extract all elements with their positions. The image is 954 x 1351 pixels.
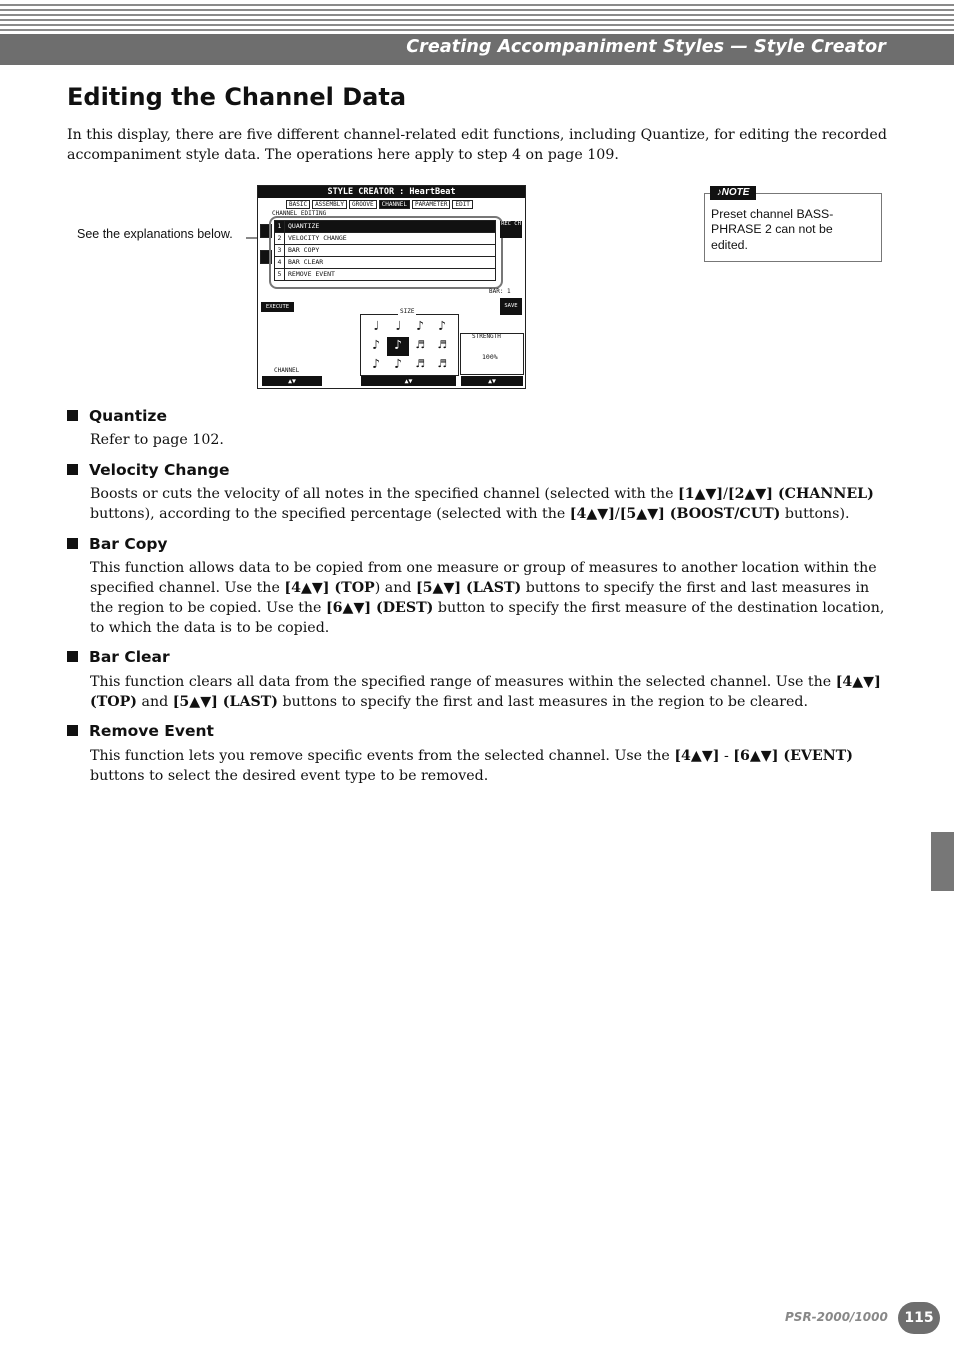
lcd-channel-label: CHANNEL [274,367,300,374]
body-text: / [723,486,728,502]
menu-label: BAR COPY [288,246,320,254]
button-ref: [6▲▼] (DEST) [325,600,434,616]
eighth-note-icon: ♪ [416,319,424,334]
heading-text: Velocity Change [89,461,230,479]
button-ref: [4▲▼] [674,748,720,764]
body-text: / [614,506,620,522]
intro-paragraph: In this display, there are five different channel-related edit functions, including Quantize, for editing the recorded accompaniment style data. The operations here apply to step 4 on page 109. [67,127,887,163]
menu-label: REMOVE EVENT [288,270,335,278]
thirty-second-note-icon: ♪ [372,357,380,372]
section-body-quantize: Refer to page 102. [90,432,224,448]
section-body-remove-event [90,746,885,786]
page-title: Editing the Channel Data [67,83,407,111]
lcd-strength-arrows: ▲▼ [461,376,523,386]
header-rule-lines [0,0,954,32]
sixteenth-combo-note-icon: ♬ [438,357,446,372]
section-heading-bar-clear [67,648,170,666]
section-body-velocity-change [90,484,885,524]
button-ref: [4▲▼] [569,506,615,522]
body-text: button to specify the first measure of the destination location, to which the data is to be copied. [90,600,885,636]
note-text: Preset channel BASS-PHRASE 2 can not be edited. [711,207,834,252]
body-text: This function lets you remove specific events from the selected channel. Use the [90,748,675,764]
chapter-thumb-tab [931,832,954,891]
lcd-bar-label: BAR: 1 [489,288,511,295]
footer-model: PSR-2000/1000 [785,1310,888,1324]
button-ref: [5▲▼] (LAST) [415,580,522,596]
lcd-save-button: SAVE [500,298,522,315]
sixteenth-note-icon: ♪ [387,337,409,356]
section-heading-quantize [67,407,167,425]
menu-highlight-outline [269,216,503,289]
section-body-bar-copy [90,558,885,638]
lcd-tab-channel: CHANNEL [379,200,410,209]
bullet-square-icon [67,725,78,736]
bullet-square-icon [67,538,78,549]
page-number: 115 [898,1302,940,1334]
heading-text: Bar Copy [89,535,168,553]
lcd-size-arrows: ▲▼ [361,376,456,386]
body-text: buttons), according to the specified percentage (selected with the [90,506,570,522]
header-title: Creating Accompaniment Styles — Style Creator [406,37,886,57]
lcd-strength-label: STRENGTH [472,333,501,340]
eighth-triplet-note-icon: ♪ [372,338,380,353]
eighth-triplet-sixteenth-note-icon: ♬ [416,357,424,372]
lcd-rec-ch-button: REC CH [500,221,522,238]
body-text: buttons to specify the first and last measures in the region to be cleared. [278,694,808,710]
lcd-size-grid [360,314,459,376]
lcd-tab-assembly: ASSEMBLY [312,200,347,209]
body-text: buttons to select the desired event type to be removed. [90,768,489,784]
lcd-tab-groove: GROOVE [349,200,377,209]
body-text: buttons). [780,506,850,522]
lcd-execute-button: EXECUTE [261,302,294,312]
body-text: This function allows data to be copied from one measure or group of measures to another location within the specified channel. Use the [90,560,877,596]
menu-num: 1 [275,221,285,232]
section-heading-remove-event [67,722,214,740]
sixteenth-swing-note-icon: ♬ [438,338,446,353]
menu-label: BAR CLEAR [288,258,324,266]
menu-label: QUANTIZE [288,222,320,230]
sixteenth-triplet-note-icon: ♬ [416,338,424,353]
bullet-square-icon [67,651,78,662]
lcd-tab-basic: BASIC [286,200,310,209]
lcd-tab-edit: EDIT [452,200,472,209]
button-ref: [5▲▼] (LAST) [172,694,278,710]
body-text: - [719,748,734,764]
quarter-note-icon: ♩ [372,319,380,334]
lcd-sub-label: CHANNEL EDITING [272,210,327,217]
body-text: This function clears all data from the specified range of measures within the selected channel. Use the [90,674,836,690]
heading-text: Bar Clear [89,648,170,666]
body-text: buttons to specify the first and last measures in the region to be copied. Use the [90,580,870,616]
section-body-bar-clear [90,672,885,712]
menu-num: 4 [275,257,285,268]
body-text: Boosts or cuts the velocity of all notes in the specified channel (selected with the [90,486,678,502]
section-heading-bar-copy [67,535,168,553]
eighth-sixteenth-note-icon: ♪ [394,357,402,372]
bullet-square-icon [67,464,78,475]
menu-num: 5 [275,269,285,280]
lcd-screenshot [257,185,526,389]
quarter-triplet-note-icon: ♩ [394,319,402,334]
lcd-tabs [286,200,473,209]
note-size-icons [365,318,455,375]
lcd-title: STYLE CREATOR : HeartBeat [258,186,525,198]
body-text: ) and [374,580,416,596]
callout-label: See the explanations below. [77,227,233,241]
heading-text: Quantize [89,407,167,425]
eighth-swing-note-icon: ♪ [438,319,446,334]
note-tag: ♪NOTE [710,186,756,200]
lcd-tab-parameter: PARAMETER [412,200,451,209]
menu-label: VELOCITY CHANGE [288,234,347,242]
heading-text: Remove Event [89,722,214,740]
lcd-strength-value: 100% [482,353,498,361]
lcd-size-label: SIZE [400,308,415,315]
menu-num: 3 [275,245,285,256]
menu-num: 2 [275,233,285,244]
button-ref: [6▲▼] (EVENT) [733,748,853,764]
button-ref: [2▲▼] (CHANNEL) [727,486,874,502]
button-ref: [5▲▼] (BOOST/CUT) [619,506,781,522]
section-heading-velocity-change [67,461,230,479]
body-text: and [137,694,173,710]
lcd-channel-arrows: ▲▼ [262,376,322,386]
button-ref: [4▲▼] (TOP) [90,674,881,710]
running-header [0,34,954,65]
button-ref: [1▲▼] [678,486,724,502]
button-ref: [4▲▼] (TOP [284,580,375,596]
bullet-square-icon [67,410,78,421]
